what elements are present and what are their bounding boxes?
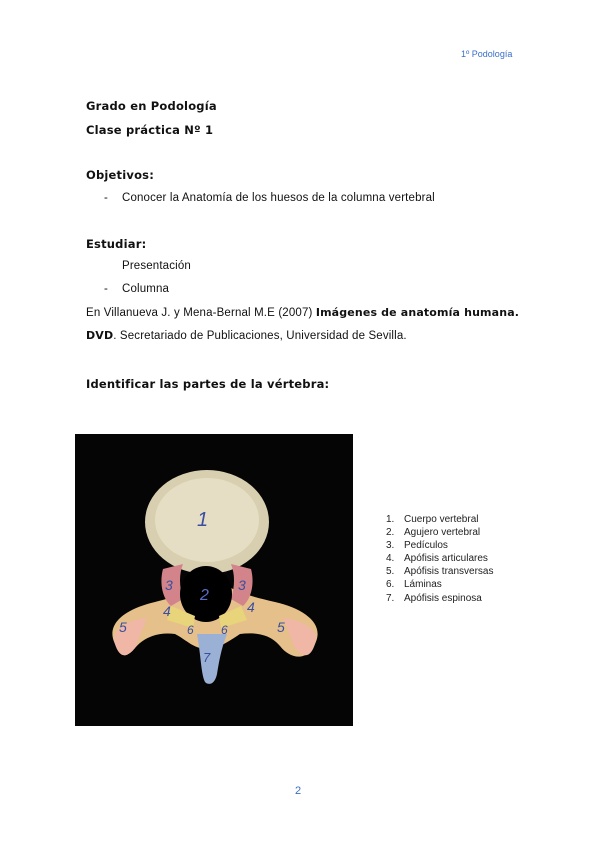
figure-label-body: 1 [197,509,209,531]
header-course-tag: 1º Podología [461,49,513,59]
legend-item: 3. Pedículos [386,540,448,552]
legend-item: 6. Láminas [386,579,442,591]
study-presentation: Presentación [122,260,191,272]
legend-item: 4. Apófisis articulares [386,553,488,565]
objective-item: Conocer la Anatomía de los huesos de la columna vertebral [122,192,435,204]
publisher-line [86,329,407,342]
figure-label-transverse-left: 5 [119,619,127,635]
reference-author: En Villanueva J. y Mena-Bernal M.E (2007) [86,307,313,319]
class-title: Clase práctica Nº 1 [86,123,214,137]
vertebra-photo [75,434,353,726]
figure-label-lamina-right: 6 [221,623,228,637]
figure-label-spinous: 7 [203,650,211,665]
figure-legend [386,513,493,605]
dvd-label: DVD [86,329,114,342]
reference-line [86,306,519,319]
legend-item: 1. Cuerpo vertebral [386,514,479,525]
study-heading: Estudiar: [86,237,147,251]
list-bullet: - [104,192,108,204]
reference-book-title: Imágenes de anatomía humana. [315,306,520,319]
publisher-text: . Secretariado de Publicaciones, Universidad de Sevilla. [113,330,407,342]
figure-label-articular-right: 4 [247,599,255,615]
course-title: Grado en Podología [86,99,217,113]
figure-label-lamina-left: 6 [187,623,194,637]
study-item: Columna [122,283,170,295]
legend-item: 2. Agujero vertebral [386,527,481,539]
figure-label-transverse-right: 5 [277,619,285,635]
figure-label-articular-left: 4 [163,603,171,619]
objectives-heading: Objetivos: [86,168,155,182]
list-bullet: - [104,283,108,295]
figure-label-pedicle-left: 3 [165,577,173,593]
figure-label-foramen: 2 [200,587,209,604]
page-number: 2 [295,785,302,797]
identify-heading: Identificar las partes de la vértebra: [86,377,330,391]
legend-item: 7. Apófisis espinosa [386,592,482,604]
legend-item: 5. Apófisis transversas [386,566,494,578]
figure-label-pedicle-right: 3 [238,577,246,593]
